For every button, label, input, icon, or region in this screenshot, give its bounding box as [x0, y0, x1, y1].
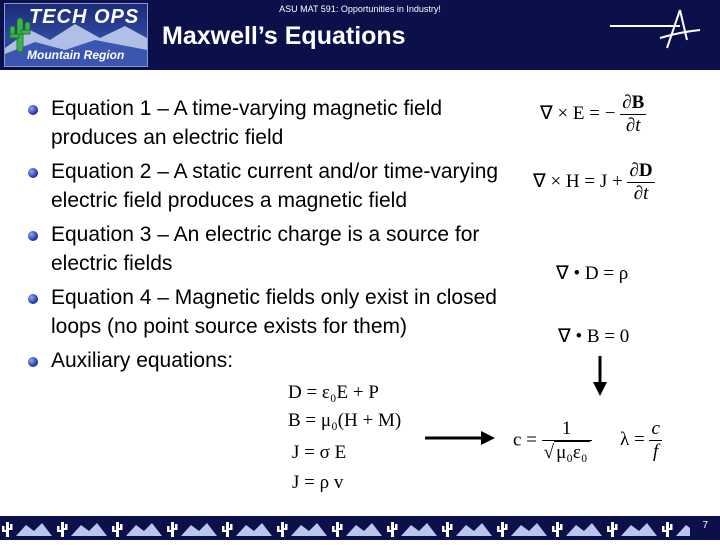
speed-of-light-equation: c = $\frac{1}{\text{√ μ₀ε₀}}$ — [513, 418, 592, 464]
aux-equation-j-sigma: J = σ E — [292, 442, 347, 463]
logo-subtitle: Mountain Region — [27, 48, 125, 62]
swoosh-logo-icon — [605, 8, 705, 52]
aux-equation-b: B = μ₀(H + M) — [288, 410, 402, 431]
bullet-item: Auxiliary equations: — [28, 347, 508, 376]
aux-equation-j-rho: J = ρ v — [292, 472, 344, 493]
bullet-dot-icon — [28, 168, 38, 178]
bullet-dot-icon — [28, 231, 38, 241]
equation-4: ∇ • B = 0 — [558, 326, 630, 347]
aux-equation-d: D = ε₀E + P — [288, 382, 379, 403]
equation-3: ∇ • D = ρ — [556, 263, 629, 284]
right-arrow-icon — [425, 428, 497, 448]
course-subtitle: ASU MAT 591: Opportunities in Industry! — [279, 4, 441, 14]
bullet-list — [28, 95, 508, 382]
bullet-item: Equation 1 – A time-varying magnetic field produces an electric field — [28, 95, 508, 152]
bullet-dot-icon — [28, 105, 38, 115]
bullet-dot-icon — [28, 294, 38, 304]
cactus-mountain-strip-icon — [0, 516, 700, 540]
equation-2: ∇ × H = J + $\frac{\partial D}{\partial t}$ — [533, 160, 653, 204]
down-arrow-icon — [590, 356, 610, 398]
page-number: 7 — [702, 520, 708, 531]
bullet-dot-icon — [28, 357, 38, 367]
footer-bar — [0, 516, 720, 540]
bullet-item: Equation 4 – Magnetic fields only exist in closed loops (no point source exists for them) — [28, 284, 508, 341]
logo-title: TECH OPS — [29, 6, 140, 28]
wavelength-equation: λ = $\frac{c}{f}$ — [620, 418, 660, 462]
slide-title: Maxwell’s Equations — [162, 22, 406, 50]
bullet-item: Equation 2 – A static current and/or time-varying electric field produces a magnetic field — [28, 158, 508, 215]
bullet-item: Equation 3 – An electric charge is a source for electric fields — [28, 221, 508, 278]
equation-1: ∇ × E = − $\frac{\partial B}{\partial t}$ — [540, 92, 645, 136]
header-bar — [0, 0, 720, 70]
